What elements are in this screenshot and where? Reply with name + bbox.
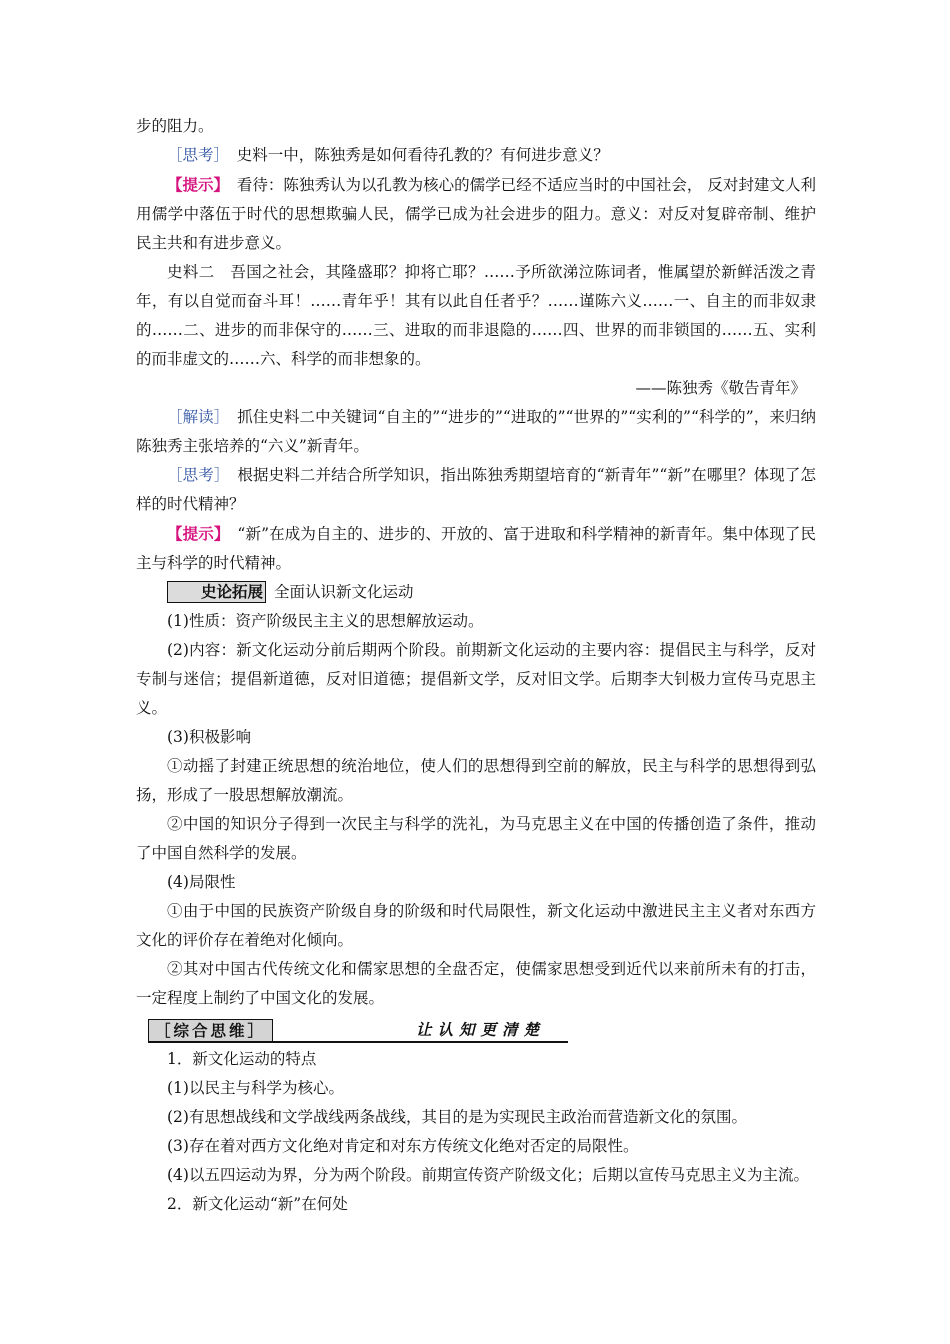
- hint-2: [136, 519, 816, 578]
- paragraph: (2)内容：新文化运动分前后期两个阶段。前期新文化运动的主要内容：提倡民主与科学，反对专制与迷信；提倡新道德，反对旧道德；提倡新文学，反对旧文学。后期李大钊极力宣传马克思主义。: [136, 641, 816, 717]
- paragraph: (3)积极影响: [167, 728, 251, 746]
- document-page: [136, 112, 816, 1219]
- section-header: [148, 1015, 568, 1045]
- paragraph: (3)存在着对西方文化绝对肯定和对东方传统文化绝对否定的局限性。: [167, 1137, 639, 1155]
- think-text: 史料一中，陈独秀是如何看待孔教的？有何进步意义？: [236, 146, 609, 164]
- paragraph: ②中国的知识分子得到一次民主与科学的洗礼，为马克思主义在中国的传播创造了条件，推动了中国自然科学的发展。: [136, 815, 816, 862]
- interpretation: [136, 403, 816, 461]
- hint-tag: 【提示】: [167, 175, 222, 194]
- extension-heading: [136, 578, 816, 607]
- hint-text: “新”在成为自主的、进步的、开放的、富于进取和科学精神的新青年。集中体现了民主与科学的时代精神。: [136, 525, 816, 572]
- paragraph: (4)以五四运动为界，分为两个阶段。前期宣传资产阶级文化；后期以宣传马克思主义为主流。: [167, 1166, 809, 1184]
- think-question-2: [136, 461, 816, 519]
- think-text: 根据史料二并结合所学知识，指出陈独秀期望培育的“新青年”“新”在哪里？体现了怎样的时代精神？: [136, 466, 816, 513]
- paragraph: (4)局限性: [167, 873, 236, 891]
- paragraph: ①由于中国的民族资产阶级自身的阶级和时代局限性，新文化运动中激进民主主义者对东西方文化的评价存在着绝对化倾向。: [136, 902, 816, 949]
- think-tag: ［思考］: [167, 466, 222, 484]
- think-tag: ［思考］: [167, 146, 222, 164]
- extension-label: 史论拓展: [167, 581, 266, 603]
- source-2: 史料二 吾国之社会，其隆盛耶？抑将亡耶？……予所欲涕泣陈词者，惟属望於新鲜活泼之青年，有以自觉而奋斗耳！……青年乎！其有以此自任者乎？……谨陈六义……一、自主的而非奴隶的……二、进步的而非保守的……三、进取的而非退隐的……四、世界的而非锁国的……五、实利的而非虚文的……六、科学的而非想象的。: [136, 263, 816, 368]
- paragraph: 步的阻力。: [136, 117, 214, 135]
- section-rule: [148, 1041, 568, 1043]
- paragraph: 2．新文化运动“新”在何处: [167, 1195, 348, 1213]
- think-question-1: [136, 141, 816, 170]
- paragraph: (1)性质：资产阶级民主主义的思想解放运动。: [167, 612, 484, 630]
- section-subtitle: 让认知更清楚: [416, 1021, 546, 1039]
- hint-tag: 【提示】: [167, 524, 222, 543]
- hint-text: 看待：陈独秀认为以孔教为核心的儒学已经不适应当时的中国社会， 反对封建文人利用儒学中落伍于时代的思想欺骗人民，儒学已成为社会进步的阻力。意义：对反对复辟帝制、维护民主共和有进步意义。: [136, 176, 816, 252]
- paragraph: ②其对中国古代传统文化和儒家思想的全盘否定，使儒家思想受到近代以来前所未有的打击，一定程度上制约了中国文化的发展。: [136, 960, 816, 1007]
- read-text: 抓住史料二中关键词“自主的”“进步的”“进取的”“世界的”“实利的”“科学的”，来归纳陈独秀主张培养的“六义”新青年。: [136, 408, 816, 455]
- paragraph: ①动摇了封建正统思想的统治地位，使人们的思想得到空前的解放，民主与科学的思想得到弘扬，形成了一股思想解放潮流。: [136, 757, 816, 804]
- paragraph: 1．新文化运动的特点: [167, 1050, 317, 1068]
- hint-1: [136, 170, 816, 258]
- extension-title: 全面认识新文化运动: [274, 583, 414, 601]
- section-label: ［综合思维］: [148, 1019, 273, 1043]
- paragraph: (1)以民主与科学为核心。: [167, 1079, 344, 1097]
- citation: ——陈独秀《敬告青年》: [635, 379, 806, 397]
- read-tag: ［解读］: [167, 408, 222, 426]
- paragraph: (2)有思想战线和文学战线两条战线，其目的是为实现民主政治而营造新文化的氛围。: [167, 1108, 747, 1126]
